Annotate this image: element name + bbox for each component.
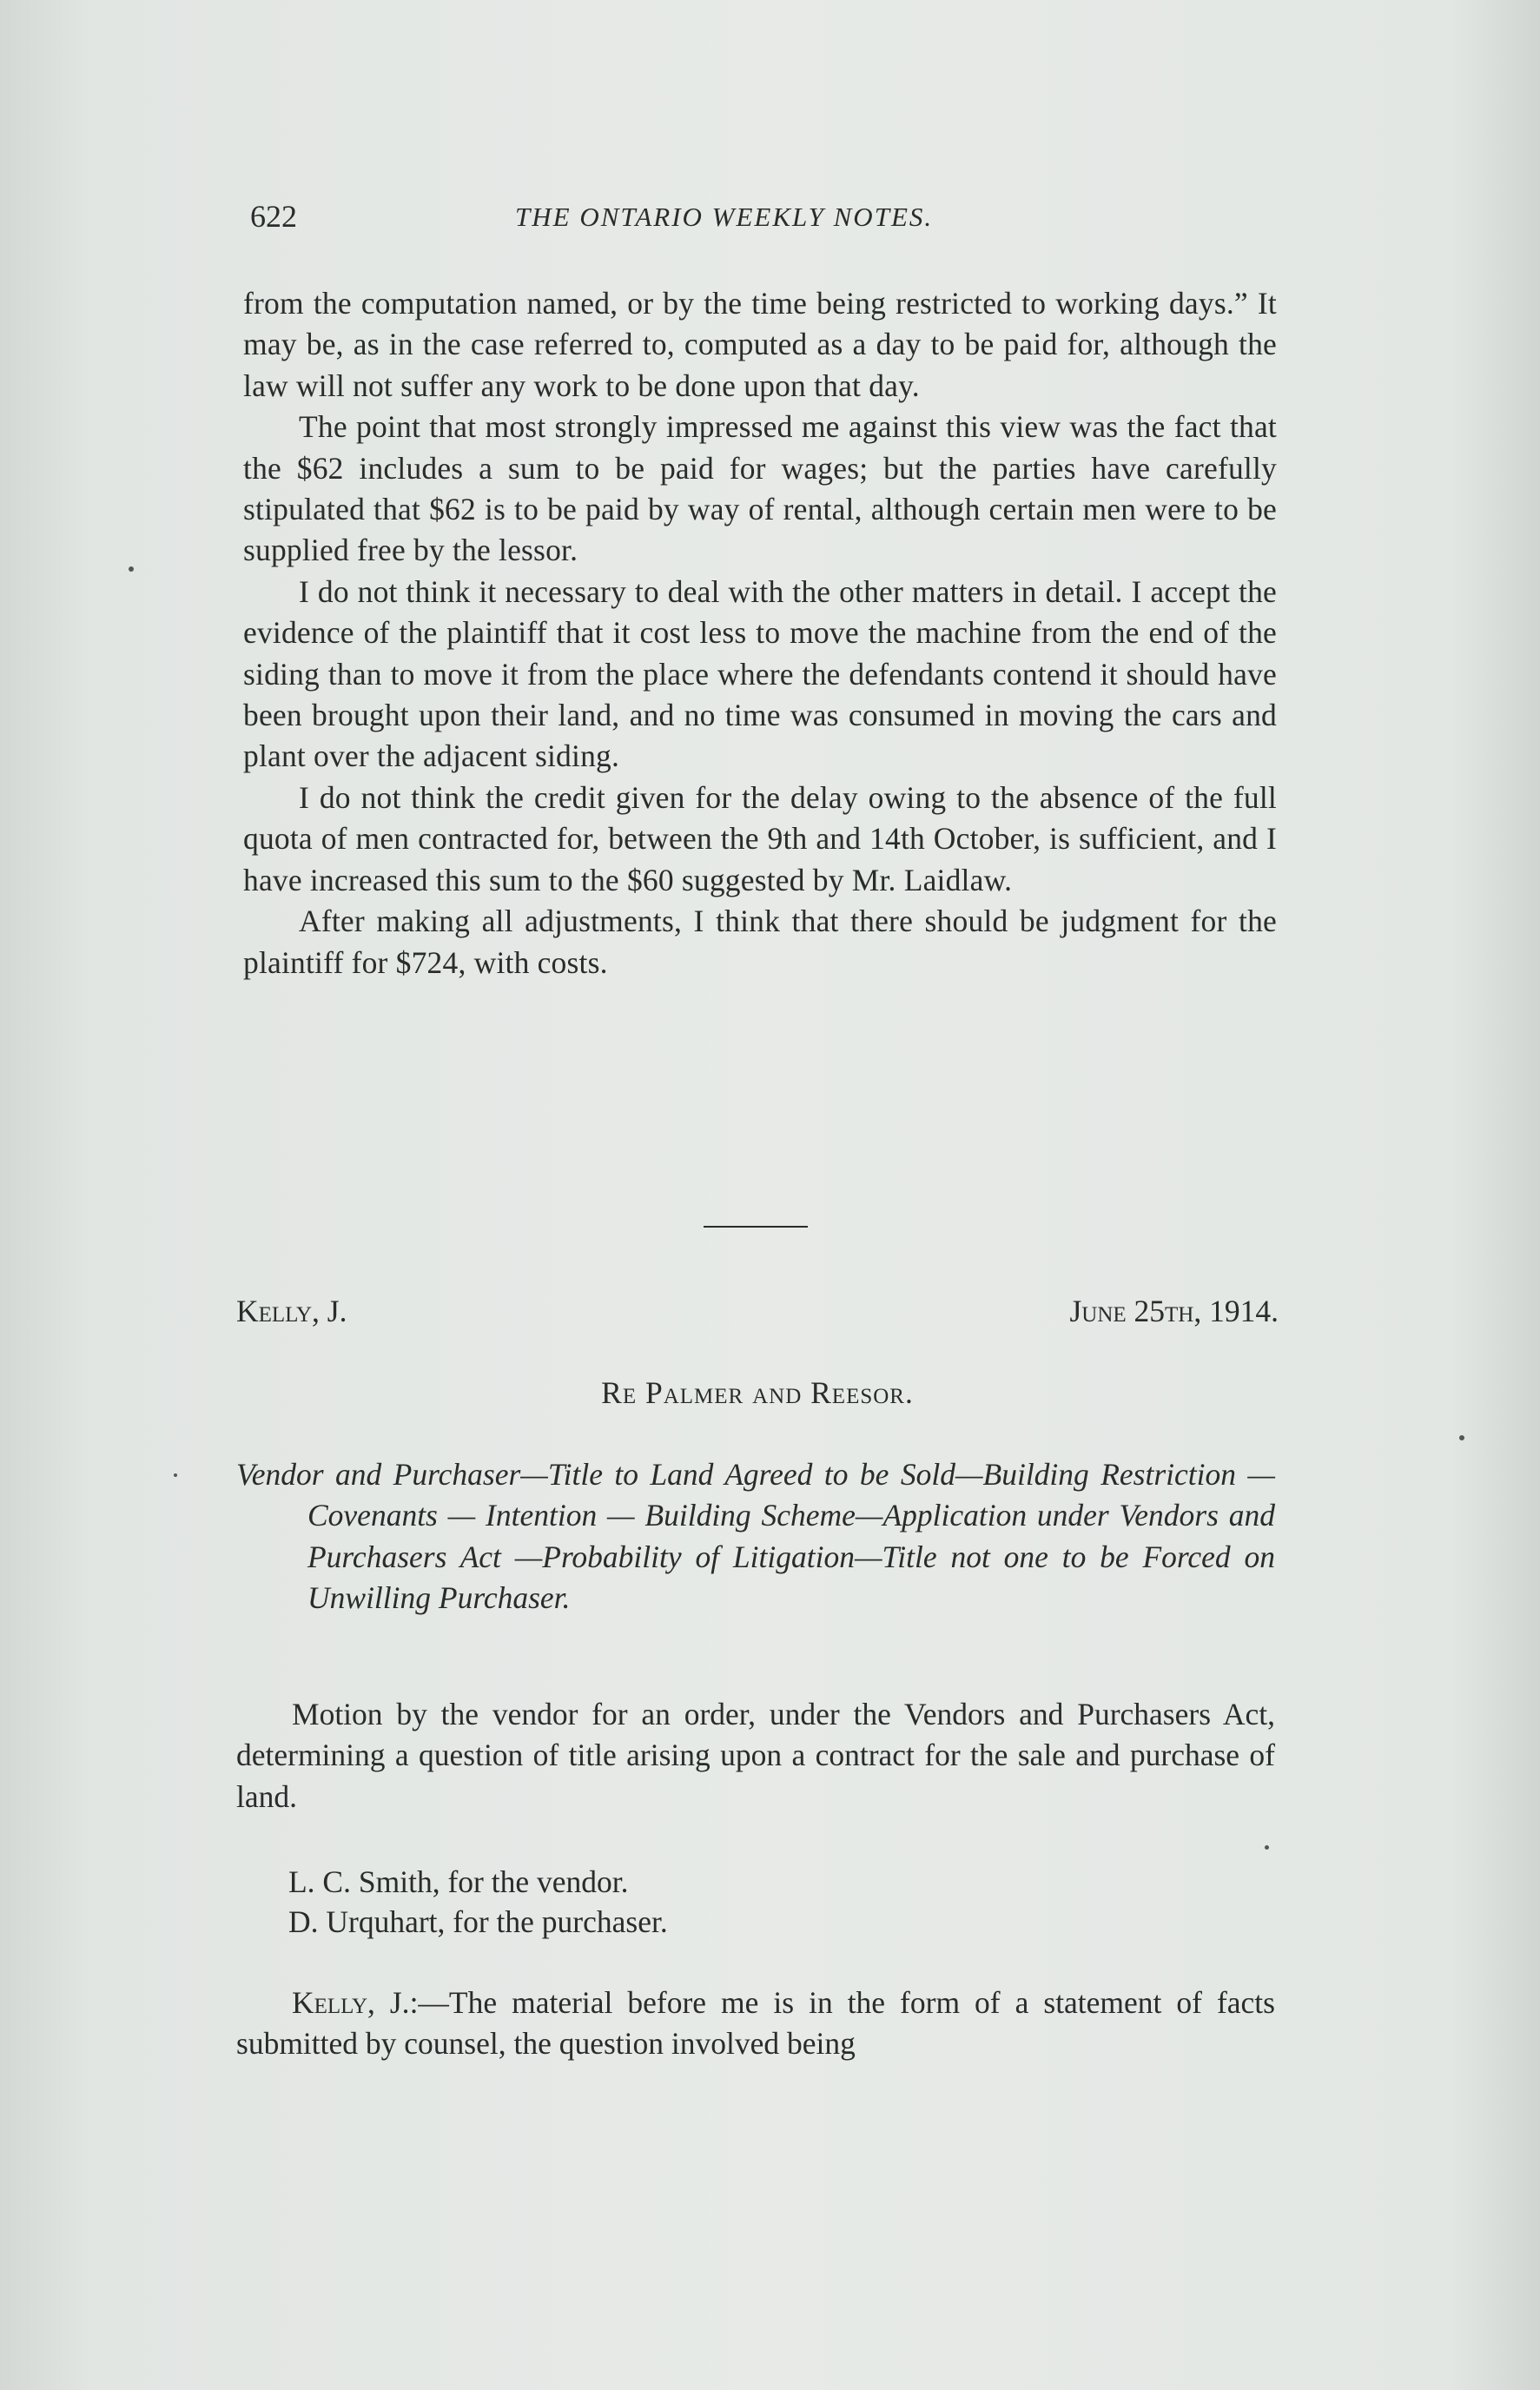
case-judge: Kelly, J. [236,1294,347,1328]
judgment-opening [236,1983,1275,2065]
body-text [243,283,1277,983]
counsel-list [288,1862,668,1942]
paragraph-continued: from the computation named, or by the time being restricted to working days.” It may be, as in the case referred to, computed as a day to be paid for, although the law will not suffer any work to be done upon that day. [243,286,1277,403]
motion-text: Motion by the vendor for an order, under the Vendors and Purchasers Act, determining a question of title arising upon a contract for the sale and purchase of land. [236,1697,1275,1814]
judgment-body: :—The material before me is in the form of a statement of facts submitted by counsel, the question involved being [236,1985,1275,2062]
judgment-speaker: Kelly, J. [292,1985,410,2020]
case-date: June 25th, 1914. [1069,1294,1279,1328]
paragraph: The point that most strongly impressed me against this view was the fact that the $62 includes a sum to be paid for wages; but the parties have carefully stipulated that $62 is to be paid by way of rental, although certain men were to be supplied free by the lessor. [243,409,1277,568]
paper-speck [1265,1845,1269,1850]
section-divider [704,1226,808,1228]
counsel-vendor: L. C. Smith, for the vendor. [288,1864,629,1899]
judgment-text [236,1983,1275,2065]
case-headnote: Vendor and Purchaser—Title to Land Agreed to be Sold—Building Restriction — Covenants — Intention — Building Scheme—Application under Vendors and Purchasers Act —Probability of Litigation—Title not one to be Forced on Unwilling Purchaser. [236,1457,1275,1616]
paragraph: I do not think it necessary to deal with the other matters in detail. I accept the evidence of the plaintiff that it cost less to move the machine from the end of the siding than to move it from the place where the defendants contend it should have been brought upon their land, and no time was consumed in moving the cars and plant over the adjacent siding. [243,573,1277,774]
paragraph: I do not think the credit given for the delay owing to the absence of the full quota of men contracted for, between the 9th and 14th October, is sufficient, and I have increased this sum to the $60 suggested by Mr. Laidlaw. [243,779,1277,897]
paper-speck [129,566,134,572]
running-head: THE ONTARIO WEEKLY NOTES. [515,202,934,232]
case-title: Re Palmer and Reesor. [601,1375,914,1410]
motion-statement [236,1694,1275,1817]
paper-speck [1459,1435,1464,1440]
page-header [250,198,1275,242]
counsel-purchaser: D. Urquhart, for the purchaser. [288,1904,668,1939]
paper-speck [174,1473,177,1477]
case-judge-date-line [236,1293,1279,1329]
page-number: 622 [250,199,297,234]
paragraph: After making all adjustments, I think that there should be judgment for the plaintiff for $724, with costs. [243,904,1277,980]
